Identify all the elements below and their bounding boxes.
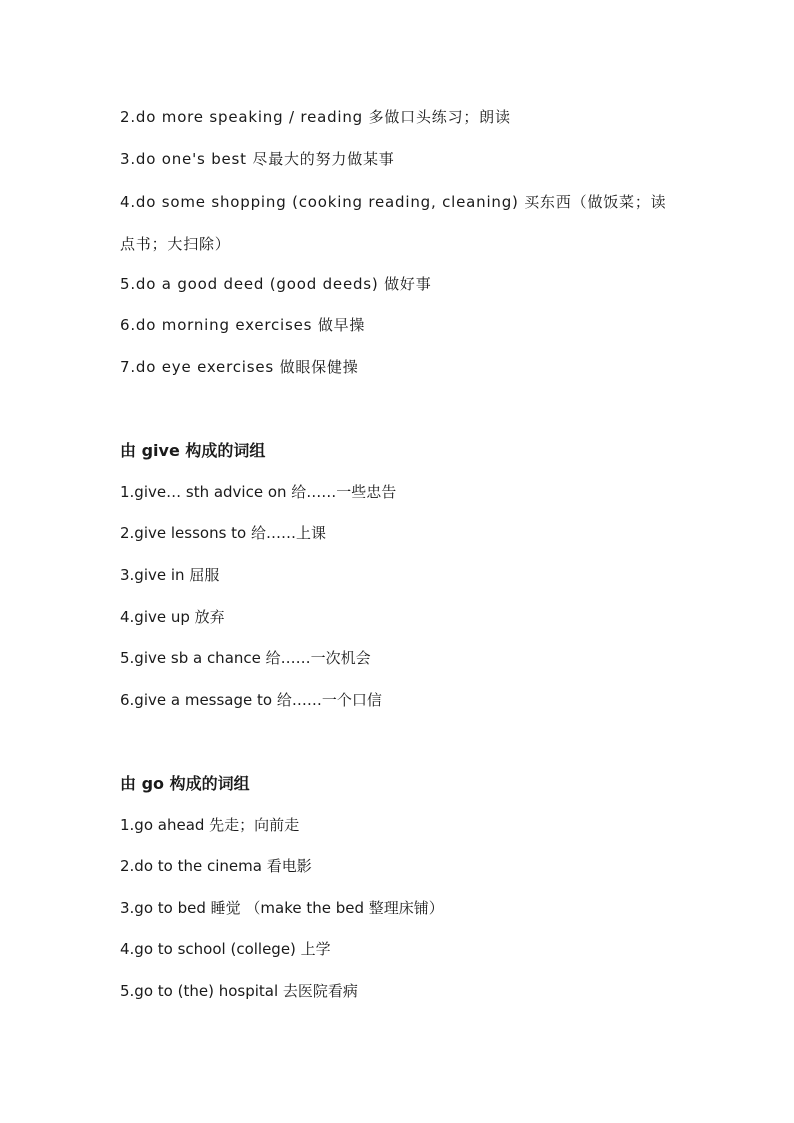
- give-phrase-item-3: 3.give in 屈服: [120, 566, 220, 584]
- do-phrase-item-7: 7.do eye exercises 做眼保健操: [120, 358, 359, 376]
- give-phrase-item-4: 4.give up 放弃: [120, 608, 225, 626]
- do-phrase-item-2: 2.do more speaking / reading 多做口头练习；朗读: [120, 108, 511, 126]
- give-phrase-item-6: 6.give a message to 给……一个口信: [120, 691, 382, 709]
- go-phrase-item-1: 1.go ahead 先走；向前走: [120, 816, 300, 834]
- go-phrase-item-2: 2.do to the cinema 看电影: [120, 857, 312, 875]
- go-phrase-item-5: 5.go to (the) hospital 去医院看病: [120, 982, 358, 1000]
- give-phrase-item-5: 5.give sb a chance 给……一次机会: [120, 649, 371, 667]
- give-phrase-item-1: 1.give… sth advice on 给……一些忠告: [120, 483, 397, 501]
- document-page: [120, 0, 720, 1123]
- go-phrase-item-3: 3.go to bed 睡觉 （make the bed 整理床铺）: [120, 899, 444, 917]
- do-phrase-item-4: 4.do some shopping (cooking reading, cleaning) 买东西（做饭菜；读点书；大扫除）: [120, 193, 667, 253]
- do-phrase-item-6: 6.do morning exercises 做早操: [120, 316, 366, 334]
- give-section-heading: 由 give 构成的词组: [120, 441, 266, 460]
- go-phrase-item-4: 4.go to school (college) 上学: [120, 940, 331, 958]
- go-section-heading: 由 go 构成的词组: [120, 774, 250, 793]
- give-phrase-item-2: 2.give lessons to 给……上课: [120, 524, 326, 542]
- do-phrase-item-5: 5.do a good deed (good deeds) 做好事: [120, 275, 432, 293]
- do-phrase-item-3: 3.do one's best 尽最大的努力做某事: [120, 150, 395, 168]
